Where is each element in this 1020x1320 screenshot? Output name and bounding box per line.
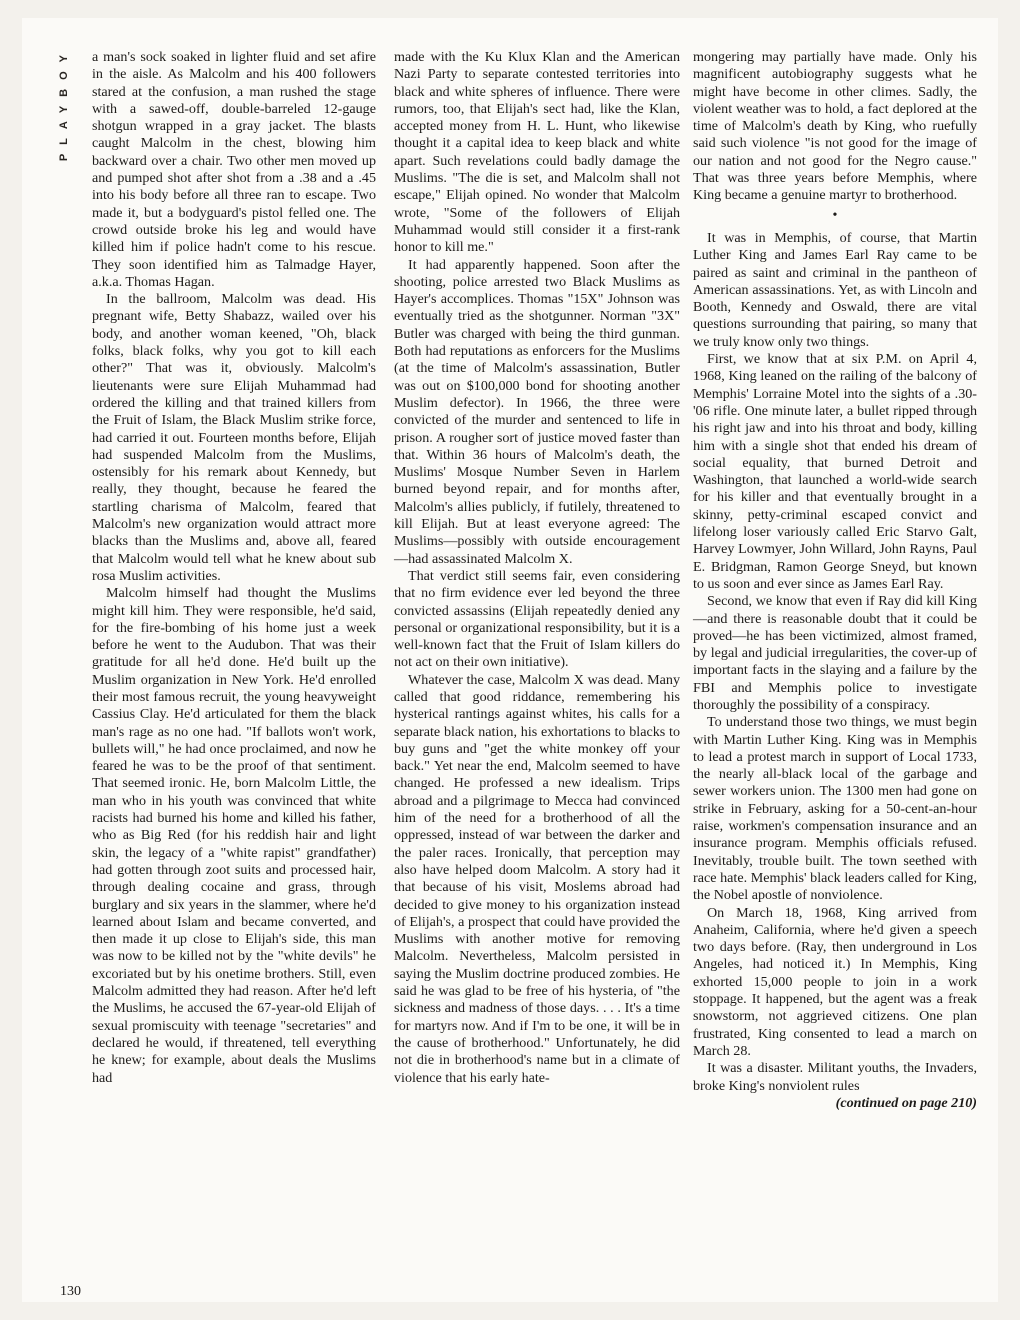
magazine-page — [22, 18, 998, 1302]
paragraph: On March 18, 1968, King arrived from Anaheim, California, where he'd given a speech two days before. (Ray, then underground in Los Angeles, had noticed it.) In Memphis, King exhorted 15,000 people to join in a work stoppage. It happened, but the agent was a freak snowstorm, not aggrieved citizens. One plan frustrated, King consented to lead a march on March 28. — [693, 904, 977, 1059]
paragraph: First, we know that at six P.M. on April 4, 1968, King leaned on the railing of the balcony of Memphis' Lorraine Motel into the sights of a .30-'06 rifle. One minute later, a bullet ripped through his right jaw and into his throat and body, killing him with a single shot that ended his dream of social equality, that burned Detroit and Washington, that launched a world-wide search for his killer and that eventually brought in a skinny, petty-criminal escaped convict and lifelong loser variously called Eric Starvo Galt, Harvey Lowmyer, John Willard, John Rayns, Paul E. Bridgman, Ramon George Sneyd, but known to us soon and ever since as James Earl Ray. — [693, 351, 977, 592]
text-column-3 — [693, 49, 977, 1112]
paragraph: It was in Memphis, of course, that Martin Luther King and James Earl Ray came to be paired as saint and criminal in the pantheon of American assassinations. Yet, as with Lincoln and Booth, Kennedy and Oswald, there are vital questions surrounding that pairing, so many that we truly know only two things. — [693, 229, 977, 350]
paragraph: Whatever the case, Malcolm X was dead. Many called that good riddance, remembering his hysterical rantings against whites, his calls for a separate black nation, his exhortations to blacks to buy guns and "get the white monkey off your back." Yet near the end, Malcolm seemed to have changed. He professed a new idealism. Trips abroad and a pilgrimage to Mecca had convinced him of the need for a brotherhood of all the oppressed, instead of war between the darker and the paler races. Ironically, that perception may also have helped doom Malcolm. A story had it that because of his visit, Moslems abroad had decided to give money to his organization instead of Elijah's, a prospect that could have provided the Muslims with another motive for removing Malcolm. Nevertheless, Malcolm persisted in saying the Muslim doctrine produced zombies. He said he was glad to be free of his hysteria, of "the sickness and madness of those days. . . . It's a time for martyrs now. And if I'm to be one, it will be in the cause of brotherhood." Unfortunately, he did not die in brotherhood's name but in a climate of violence that his early hate- — [394, 671, 680, 1086]
paragraph: made with the Ku Klux Klan and the American Nazi Party to separate contested territories into black and white spheres of influence. There were rumors, too, that Elijah's sect had, like the Klan, accepted money from H. L. Hunt, who likewise thought it a capital idea to keep black and white apart. Such revelations could badly damage the Muslims. "The die is set, and Malcolm shall not escape," Elijah opined. No wonder that Malcolm wrote, "Some of the followers of Elijah Muhammad would still consider it a first-rank honor to kill me." — [394, 49, 680, 256]
paragraph: To understand those two things, we must begin with Martin Luther King. King was in Memphis to lead a protest march in support of Local 1733, the nearly all-black local of the garbage and sewer workers union. The 1300 men had gone on strike in February, asking for a 50-cent-an-hour raise, workmen's compensation insurance and an insurance program. Memphis officials refused. Inevitably, trouble built. The town seethed with race hate. Memphis' black leaders called for King, the Nobel apostle of nonviolence. — [693, 714, 977, 904]
magazine-masthead: PLAYBOY — [58, 46, 70, 162]
text-column-1 — [92, 49, 376, 1087]
page-number: 130 — [60, 1284, 81, 1299]
paragraph: That verdict still seems fair, even considering that no firm evidence ever led beyond the three convicted assassins (Elijah repeatedly denied any personal or organizational responsibility, but it is a well-known fact that the Fruit of Islam killers do not act on their own initiative). — [394, 567, 680, 671]
paragraph: In the ballroom, Malcolm was dead. His pregnant wife, Betty Shabazz, wailed over his body, and another woman keened, "Oh, black folks, black folks, why you got to kill each other?" That was it, obviously. Malcolm's lieutenants were sure Elijah Muhammad had ordered the killing and that trained killers from the Fruit of Islam, the Black Muslim strike force, had carried it out. Fourteen months before, Elijah had suspended Malcolm from the Muslims, ostensibly for his remark about Kennedy, but really, they thought, because he feared the startling charisma of Malcolm, feared that Malcolm's new organization would attract more blacks than the Muslims and, above all, feared that Malcolm would tell what he knew about sub rosa Muslim activities. — [92, 291, 376, 584]
paragraph: It was a disaster. Militant youths, the Invaders, broke King's nonviolent rules — [693, 1060, 977, 1094]
paragraph: Malcolm himself had thought the Muslims might kill him. They were responsible, he'd said, for the fire-bombing of his home just a week before he went to the Audubon. That was their gratitude for all he'd done. He'd built up the Muslim organization in New York. He'd enrolled their most famous recruit, the young heavyweight Cassius Clay. He'd articulated for them the black man's rage as no one had. "If ballots won't work, bullets will," he had once proclaimed, and now he feared he was to be the proof of that sentiment. That seemed ironic. He, born Malcolm Little, the man who in his youth was convinced that white racists had burned his home and killed his father, who as Big Red (for his reddish hair and light skin, the legacy of a "white rapist" grandfather) had gotten through zoot suits and processed hair, through dealing cocaine and grass, through burglary and six years in the slammer, where he'd learned about Islam and became converted, and then made it up close to Elijah's side, this man was now to be killed not by the "white devils" he excoriated but by his onetime brothers. Still, even Malcolm admitted they had reason. After he'd left the Muslims, he accused the 67-year-old Elijah of sexual promiscuity with teenage "secretaries" and declared he would, if threatened, tell everything he knew; for example, about deals the Muslims had — [92, 585, 376, 1086]
continued-note: (continued on page 210) — [835, 1094, 977, 1111]
paragraph: mongering may partially have made. Only his magnificent autobiography suggests what he might have become in other climes. Sadly, the violent weather was to hold, a fact deplored at the time of Malcolm's death by King, who ruefully said such violence "is not good for the image of our nation and not good for the Negro cause." That was three years before Memphis, where King became a genuine martyr to brotherhood. — [693, 49, 977, 204]
section-break-bullet: • — [832, 206, 838, 223]
text-column-2 — [394, 49, 680, 1087]
paragraph: It had apparently happened. Soon after the shooting, police arrested two Black Muslims as Hayer's accomplices. Thomas "15X" Johnson was eventually tried as the shotgunner. Norman "3X" Butler was charged with being the third gunman. Both had reputations as enforcers for the Muslims (at the time of Malcolm's assassination, Butler was out on $100,000 bond for shooting another Muslim defector). In 1966, the three were convicted of the murder and sentenced to life in prison. A rougher sort of justice moved faster than that. Within 36 hours of Malcolm's death, the Muslims' Mosque Number Seven in Harlem burned beyond repair, and for months after, Malcolm's allies publicly, if futilely, threatened to kill Elijah. But at least everyone agreed: The Muslims—possibly with outside encouragement—had assassinated Malcolm X. — [394, 256, 680, 567]
paragraph: a man's sock soaked in lighter fluid and set afire in the aisle. As Malcolm and his 400 followers stared at the confusion, a man rushed the stage with a sawed-off, double-barreled 12-gauge shotgun wrapped in a gray jacket. The blasts caught Malcolm in the chest, blowing him backward over a chair. Two other men moved up and pumped shot after shot from a .38 and a .45 into his body before all three ran to escape. Two made it, but a bodyguard's pistol felled one. The crowd outside broke his leg and would have killed him if police hadn't come to his rescue. They soon identified him as Talmadge Hayer, a.k.a. Thomas Hagan. — [92, 49, 376, 290]
paragraph: Second, we know that even if Ray did kill King—and there is reasonable doubt that it could be proved—he has been victimized, almost framed, by legal and judicial irregularities, the cover-up of important facts in the slaying and a failure by the FBI and Memphis police to investigate thoroughly the possibility of a conspiracy. — [693, 593, 977, 713]
